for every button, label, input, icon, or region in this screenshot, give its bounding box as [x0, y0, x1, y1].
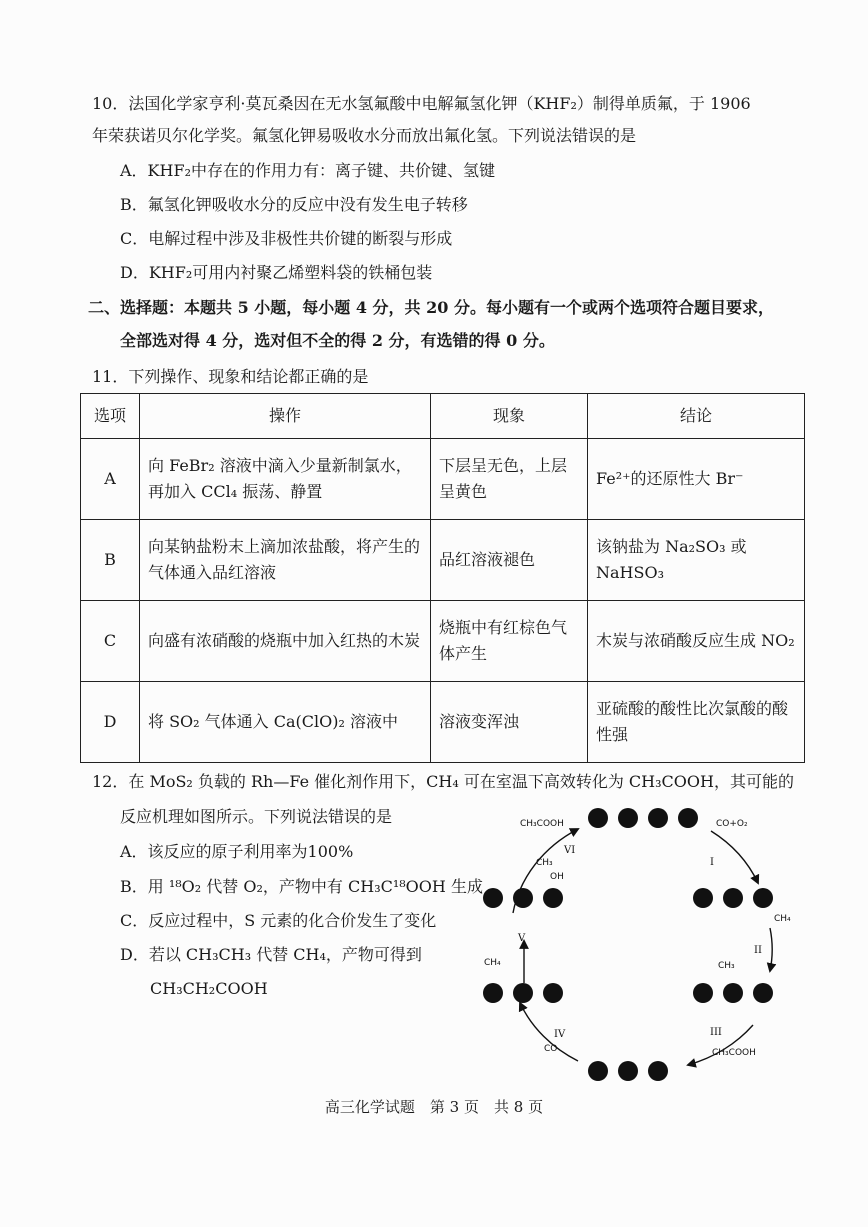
row-option: B: [81, 520, 140, 601]
catalyst-atom: [753, 888, 773, 908]
step-ii: II: [754, 945, 762, 956]
row-conclusion: Fe²⁺的还原性大 Br⁻: [588, 439, 805, 520]
table-row: [81, 682, 805, 763]
step-v: V: [518, 933, 526, 944]
step-iii: III: [710, 1027, 722, 1038]
row-conclusion: 亚硫酸的酸性比次氯酸的酸性强: [588, 682, 805, 763]
table-row: [81, 520, 805, 601]
catalyst-atom: [753, 983, 773, 1003]
label-co-bottom: CO: [544, 1044, 558, 1054]
q10-option-c: C．电解过程中涉及非极性共价键的断裂与形成: [120, 229, 453, 248]
catalyst-atom: [723, 983, 743, 1003]
row-phenomenon: 溶液变浑浊: [431, 682, 588, 763]
step-i: I: [710, 857, 714, 868]
q11-stem: 11．下列操作、现象和结论都正确的是: [92, 367, 369, 386]
row-option: D: [81, 682, 140, 763]
q11-table: [80, 393, 805, 763]
catalyst-atom: [543, 888, 563, 908]
q10-option-b: B．氟氢化钾吸收水分的反应中没有发生电子转移: [120, 195, 468, 214]
catalyst-atom: [723, 888, 743, 908]
catalyst-atom: [588, 808, 608, 828]
row-operation: 向某钠盐粉末上滴加浓盐酸，将产生的气体通入品红溶液: [140, 520, 431, 601]
row-operation: 向 FeBr₂ 溶液中滴入少量新制氯水，再加入 CCl₄ 振荡、静置: [140, 439, 431, 520]
step-iv: IV: [554, 1029, 566, 1040]
q10-line2: 年荣获诺贝尔化学奖。氟氢化钾易吸收水分而放出氟化氢。下列说法错误的是: [92, 126, 637, 145]
label-ch4-right: CH₄: [774, 914, 791, 924]
catalyst-atom: [693, 888, 713, 908]
q12-option-d: D．若以 CH₃CH₃ 代替 CH₄，产物可得到: [120, 945, 422, 964]
label-ch3cooh-top: CH₃COOH: [520, 819, 564, 829]
header-phenomenon: 现象: [431, 394, 588, 439]
catalyst-atom: [648, 1061, 668, 1081]
row-option: A: [81, 439, 140, 520]
q12-option-c: C．反应过程中，S 元素的化合价发生了变化: [120, 911, 437, 930]
catalyst-atom: [678, 808, 698, 828]
row-phenomenon: 烧瓶中有红棕色气体产生: [431, 601, 588, 682]
row-conclusion: 木炭与浓硝酸反应生成 NO₂: [588, 601, 805, 682]
catalyst-atom: [693, 983, 713, 1003]
q12-option-d-continued: CH₃CH₂COOH: [150, 979, 268, 998]
q12-option-b: B．用 ¹⁸O₂ 代替 O₂，产物中有 CH₃C¹⁸OOH 生成: [120, 877, 483, 896]
table-row: [81, 439, 805, 520]
step-vi: VI: [564, 845, 576, 856]
catalyst-atom: [618, 1061, 638, 1081]
row-phenomenon: 下层呈无色，上层呈黄色: [431, 439, 588, 520]
catalyst-atom: [588, 1061, 608, 1081]
row-option: C: [81, 601, 140, 682]
catalyst-atom: [648, 808, 668, 828]
q10-line1: 10．法国化学家亨利·莫瓦桑因在无水氢氟酸中电解氟氢化钾（KHF₂）制得单质氟，于 1906: [92, 94, 751, 113]
header-conclusion: 结论: [588, 394, 805, 439]
header-operation: 操作: [140, 394, 431, 439]
page-footer: 高三化学试题 第 3 页 共 8 页: [324, 1098, 544, 1116]
label-oh-left: OH: [550, 872, 564, 882]
label-ch3cooh-bottom: CH₃COOH: [712, 1048, 756, 1058]
q12-option-a: A．该反应的原子利用率为100%: [120, 842, 354, 861]
row-phenomenon: 品红溶液褪色: [431, 520, 588, 601]
row-operation: 向盛有浓硝酸的烧瓶中加入红热的木炭: [140, 601, 431, 682]
q10-option-d: D．KHF₂可用内衬聚乙烯塑料袋的铁桶包装: [120, 263, 433, 282]
catalyst-atom: [513, 888, 533, 908]
table-row: [81, 601, 805, 682]
catalyst-atom: [543, 983, 563, 1003]
q10-option-a: A．KHF₂中存在的作用力有：离子键、共价键、氢键: [120, 161, 495, 180]
label-ch3-right: CH₃: [718, 961, 735, 971]
section2-line2: 全部选对得 4 分，选对但不全的得 2 分，有选错的得 0 分。: [120, 331, 555, 350]
section2-line1: 二、选择题：本题共 5 小题，每小题 4 分，共 20 分。每小题有一个或两个选项符合题目要求，: [88, 298, 774, 317]
catalyst-atom: [513, 983, 533, 1003]
q12-line2: 反应机理如图所示。下列说法错误的是: [120, 807, 393, 826]
q12-line1: 12．在 MoS₂ 负载的 Rh—Fe 催化剂作用下，CH₄ 可在室温下高效转化为 CH₃COOH，其可能的: [92, 772, 794, 791]
catalyst-atom: [483, 888, 503, 908]
table-header-row: [81, 394, 805, 439]
row-operation: 将 SO₂ 气体通入 Ca(ClO)₂ 溶液中: [140, 682, 431, 763]
label-co-o2: CO+O₂: [716, 819, 748, 829]
catalyst-atom: [618, 808, 638, 828]
label-ch4-left: CH₄: [484, 958, 501, 968]
row-conclusion: 该钠盐为 Na₂SO₃ 或 NaHSO₃: [588, 520, 805, 601]
label-ch3: CH₃: [536, 858, 553, 868]
header-option: 选项: [81, 394, 140, 439]
catalyst-atom: [483, 983, 503, 1003]
reaction-mechanism-diagram: [478, 793, 808, 1093]
